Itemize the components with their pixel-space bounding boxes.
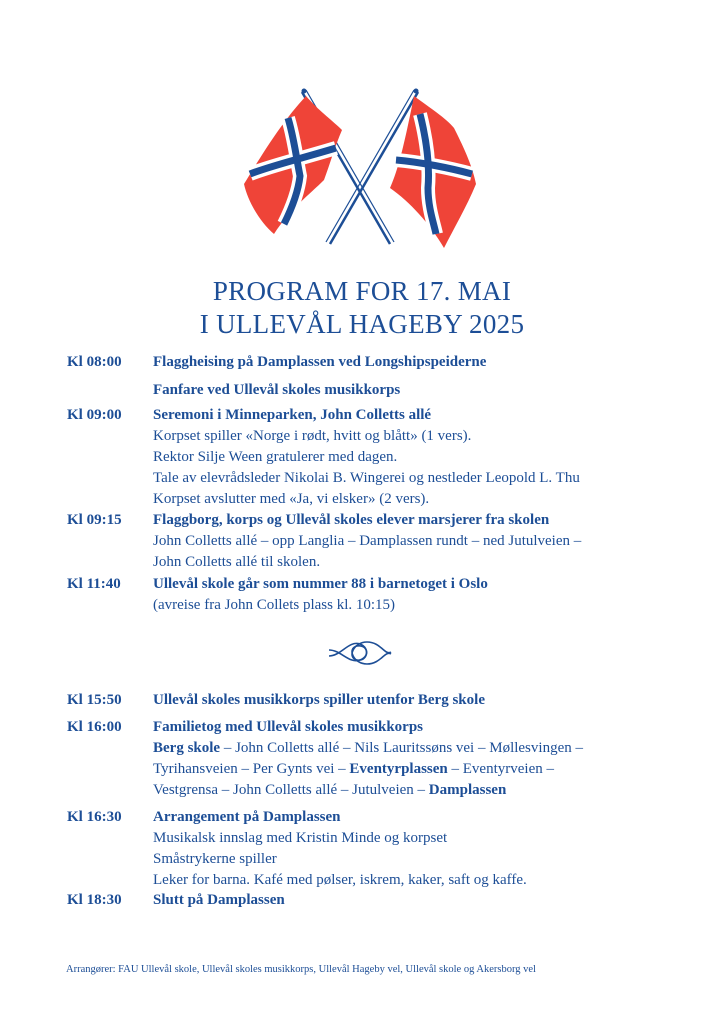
event-detail: Leker for barna. Kafé med pølser, iskrem, kaker, saft og kaffe. — [153, 872, 527, 888]
event-time: Kl 08:00 — [67, 354, 122, 370]
event-time: Kl 18:30 — [67, 892, 122, 908]
event-detail: (avreise fra John Collets plass kl. 10:15) — [153, 597, 396, 613]
event-heading: Slutt på Damplassen — [153, 892, 285, 908]
event-detail: Tale av elevrådsleder Nikolai B. Wingerei og nestleder Leopold L. Thu — [153, 470, 580, 486]
event-heading: Ullevål skole går som nummer 88 i barnetoget i Oslo — [153, 576, 488, 592]
event-heading: Flaggborg, korps og Ullevål skoles elever marsjerer fra skolen — [153, 512, 550, 528]
route-stop: Eventyrplassen — [349, 761, 448, 777]
event-detail: Rektor Silje Ween gratulerer med dagen. — [153, 449, 398, 465]
route-text: – Eventyrveien – — [447, 761, 554, 777]
route-text: Vestgrensa – John Colletts allé – Jutulveien – — [153, 782, 429, 798]
event-detail: Korpset avslutter med «Ja, vi elsker» (2 vers). — [153, 491, 430, 507]
page-title: PROGRAM FOR 17. MAI — [212, 276, 512, 306]
route-line — [153, 780, 673, 801]
event-time: Kl 09:15 — [67, 512, 122, 528]
event-heading: Flaggheising på Damplassen ved Longshipspeiderne — [153, 354, 487, 370]
event-heading: Arrangement på Damplassen — [153, 809, 341, 825]
event-time: Kl 09:00 — [67, 407, 122, 423]
event-time: Kl 15:50 — [67, 692, 122, 708]
event-time: Kl 11:40 — [67, 576, 121, 592]
event-time: Kl 16:30 — [67, 809, 122, 825]
page-subtitle: I ULLEVÅL HAGEBY 2025 — [199, 309, 525, 339]
event-heading: Familietog med Ullevål skoles musikkorps — [153, 719, 424, 735]
route-stop: Damplassen — [428, 782, 507, 798]
event-heading: Seremoni i Minneparken, John Colletts allé — [153, 407, 432, 423]
event-heading: Fanfare ved Ullevål skoles musikkorps — [153, 382, 401, 398]
event-detail: Småstrykerne spiller — [153, 851, 277, 867]
route-line — [153, 738, 673, 759]
event-detail: Musikalsk innslag med Kristin Minde og korpset — [153, 830, 448, 846]
event-heading: Ullevål skoles musikkorps spiller utenfor Berg skole — [153, 692, 485, 708]
event-time: Kl 16:00 — [67, 719, 122, 735]
route-stop: Berg skole — [153, 740, 221, 756]
crossed-norwegian-flags-icon — [240, 84, 480, 250]
event-detail: John Colletts allé – opp Langlia – Damplassen rundt – ned Jutulveien – — [153, 533, 582, 549]
event-detail: John Colletts allé til skolen. — [153, 554, 321, 570]
organizers-footer: Arrangører: FAU Ullevål skole, Ullevål skoles musikkorps, Ullevål Hageby vel, Ullevål skole og Akersborg vel — [66, 964, 536, 975]
route-line — [153, 759, 673, 780]
route-text: – John Colletts allé – Nils Lauritssøns vei – Møllesvingen – — [220, 740, 583, 756]
ornament-flourish-icon — [327, 636, 393, 668]
event-detail: Korpset spiller «Norge i rødt, hvitt og blått» (1 vers). — [153, 428, 472, 444]
route-text: Tyrihansveien – Per Gynts vei – — [153, 761, 350, 777]
